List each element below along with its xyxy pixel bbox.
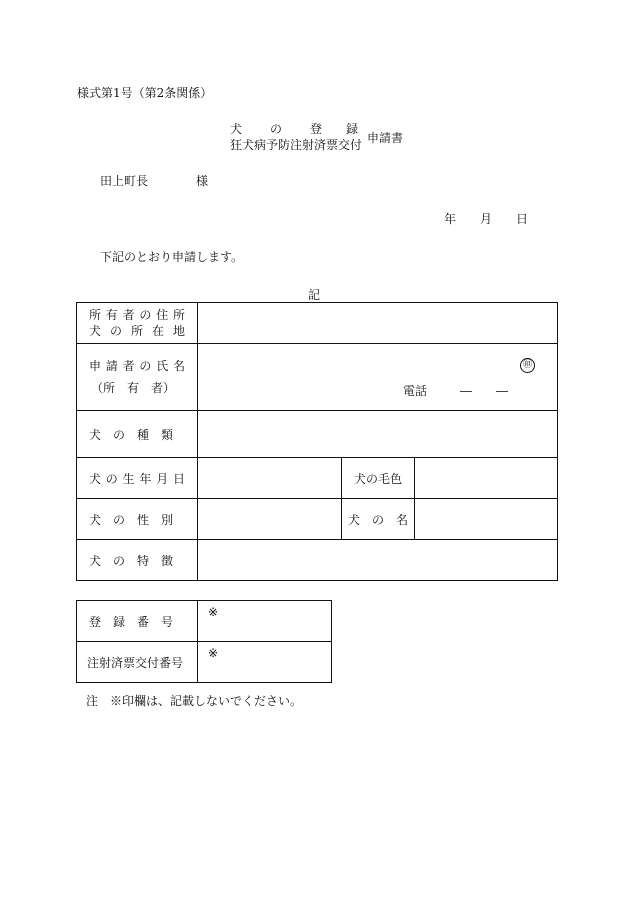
date-day: 日 [516, 212, 529, 226]
field-applicant-name[interactable] [198, 344, 558, 411]
label-birthdate [77, 458, 198, 499]
honorific: 様 [196, 174, 209, 188]
label-tag-no: 注射済票交付番号 [77, 642, 198, 683]
seal-icon: ㊞ [520, 358, 535, 373]
label-coat-color: 犬の毛色 [342, 458, 415, 499]
label-char: 生 [122, 471, 135, 486]
row-applicant [77, 344, 558, 411]
footnote: 注 ※印欄は、記載しないでください。 [86, 694, 303, 708]
row-address [77, 303, 558, 344]
row-birth-color [77, 458, 558, 499]
label-applicant [77, 344, 198, 411]
ki-heading: 記 [308, 288, 321, 302]
label-address-line1 [89, 307, 185, 323]
label-char: 有 [105, 308, 118, 322]
label-sex: 犬 の 性 別 [77, 499, 198, 540]
label-char: 地 [172, 324, 185, 338]
title-char: 録 [346, 122, 359, 136]
title-suffix: 申請書 [367, 131, 404, 145]
label-char: 月 [156, 471, 169, 486]
label-features: 犬 の 特 徴 [77, 540, 198, 581]
label-char: 者 [122, 308, 135, 322]
field-features[interactable] [198, 540, 558, 581]
label-address-line2 [89, 323, 185, 339]
registration-table [76, 600, 332, 683]
label-char: の [109, 324, 122, 338]
field-sex[interactable] [198, 499, 342, 540]
title-char: 登 [310, 122, 323, 136]
title-line2: 狂犬病予防注射済票交付 [230, 138, 363, 152]
title-line1 [230, 120, 358, 137]
label-char: 氏 [156, 359, 169, 373]
date-line [444, 210, 528, 227]
label-char: 名 [172, 359, 185, 373]
label-applicant-name [89, 355, 185, 377]
row-breed [77, 411, 558, 458]
row-features [77, 540, 558, 581]
label-char: 日 [172, 471, 185, 486]
label-char: 在 [151, 324, 164, 338]
field-reg-no: ※ [198, 601, 332, 642]
field-coat-color[interactable] [415, 458, 558, 499]
date-year: 年 [444, 212, 457, 226]
field-tag-no: ※ [198, 642, 332, 683]
date-month: 月 [480, 212, 493, 226]
label-char: 申 [89, 359, 102, 373]
addressee: 田上町長 [100, 174, 149, 188]
label-char: 所 [130, 324, 143, 338]
label-char: 犬 [89, 324, 102, 338]
row-reg-no [77, 601, 332, 642]
field-birthdate[interactable] [198, 458, 342, 499]
label-char: の [139, 308, 152, 322]
field-dog-name[interactable] [415, 499, 558, 540]
label-char: 所 [89, 308, 102, 322]
label-dog-name: 犬 の 名 [342, 499, 415, 540]
row-sex-name [77, 499, 558, 540]
label-owner-address [77, 303, 198, 344]
label-char: 犬 [89, 471, 102, 486]
label-char: 所 [172, 308, 185, 322]
intro-text: 下記のとおり申請します。 [100, 250, 244, 264]
field-owner-address[interactable] [198, 303, 558, 344]
field-breed[interactable] [198, 411, 558, 458]
row-tag-no [77, 642, 332, 683]
label-char: 請 [105, 359, 118, 373]
label-owner-note: （所 有 者） [91, 381, 176, 395]
phone-dashes: ― ― [460, 384, 509, 398]
label-char: の [105, 471, 118, 486]
title-char: 犬 [230, 122, 243, 136]
label-reg-no: 登 録 番 号 [77, 601, 198, 642]
label-char: 者 [122, 359, 135, 373]
label-char: の [139, 359, 152, 373]
label-char: 年 [139, 471, 152, 486]
form-number: 様式第1号（第2条関係） [77, 86, 213, 100]
title-char: の [270, 122, 283, 136]
phone-label: 電話 [403, 384, 428, 398]
label-breed: 犬 の 種 類 [77, 411, 198, 458]
application-table [76, 302, 558, 581]
label-char: 住 [156, 308, 169, 322]
